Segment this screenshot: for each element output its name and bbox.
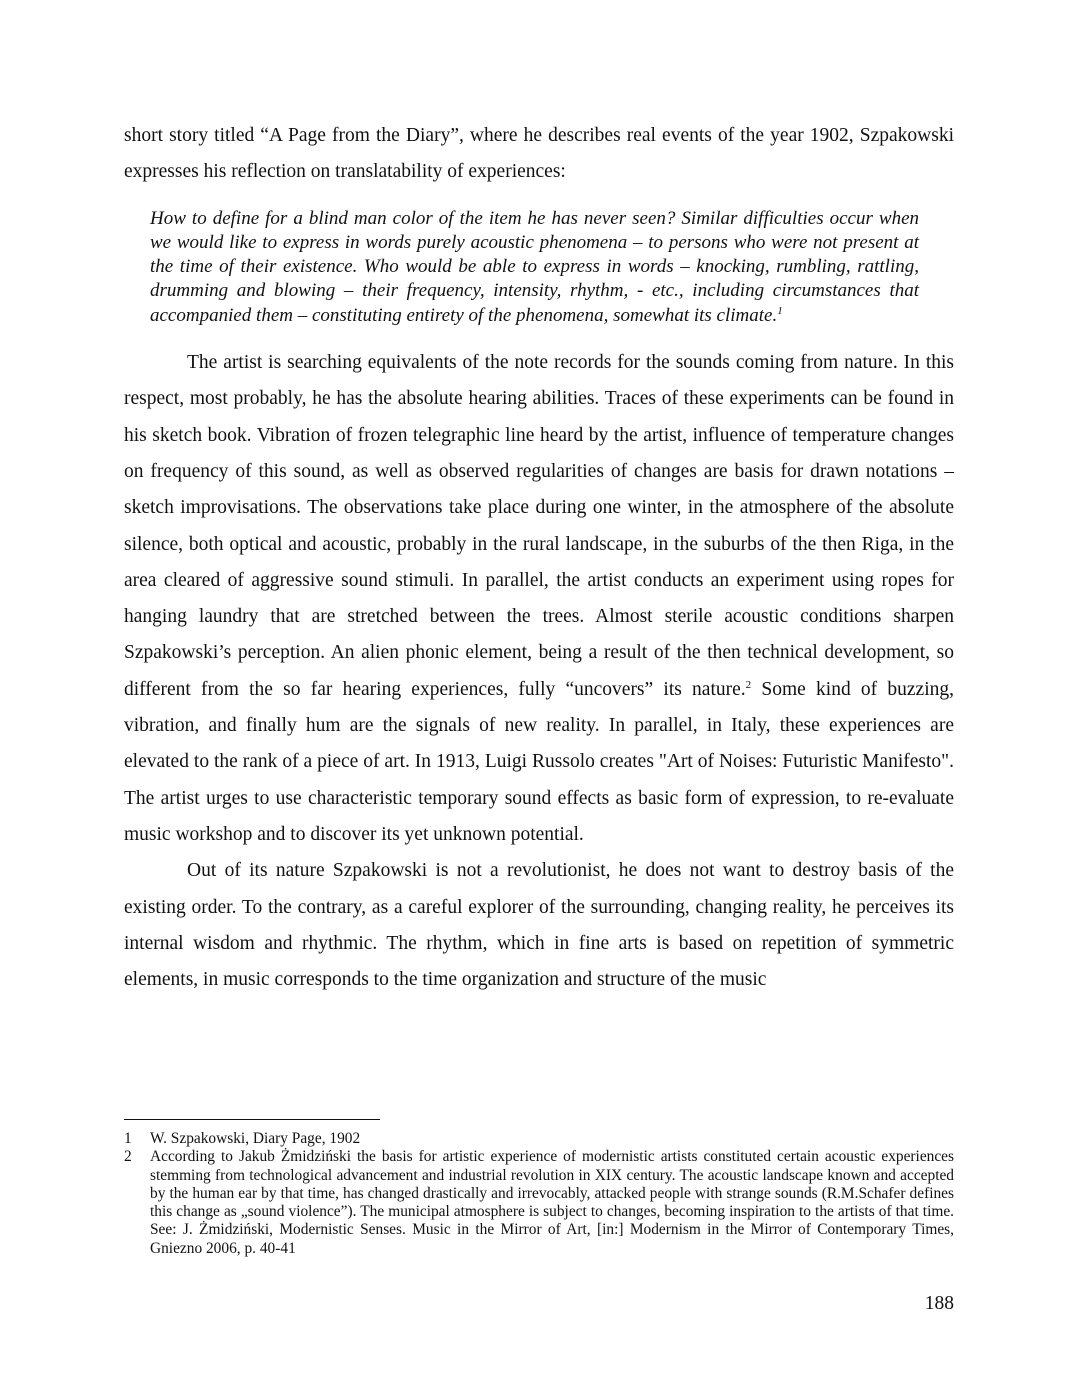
quote-text: How to define for a blind man color of the item he has never seen? Similar difficulties occur when we would like to express in words purely acoustic phenomena – to persons who were not present at the time of their existence. Who would be able to express in words – knocking, rumbling, rattling, drumming and blowing – their frequency, intensity, rhythm, - etc., including circumstances that accompanied them – constituting entirety of the phenomena, somewhat its climate. (150, 207, 919, 326)
block-quote (150, 207, 919, 328)
page-body (124, 118, 954, 998)
paragraph-artist-search (124, 345, 954, 853)
page-number: 188 (924, 1293, 954, 1314)
footnotes-section (124, 1119, 954, 1258)
footnote-ref-2: 2 (745, 678, 752, 691)
footnote-2 (124, 1148, 954, 1258)
footnote-number: 2 (124, 1148, 132, 1166)
footnote-ref-1: 1 (777, 304, 783, 317)
footnote-text: According to Jakub Żmidziński the basis for artistic experience of modernistic artists constituted certain acoustic experiences stemming from technological advancement and industrial revolution in XIX century. The acoustic landscape known and accepted by the human ear by that time, has changed drastically and irrevocably, attacked people with strange sounds (R.M.Schafer defines this change as „sound violence”). The municipal atmosphere is subject to changes, becoming inspiration to the artists of that time. See: J. Żmidziński, Modernistic Senses. Music in the Mirror of Art, [in:] Modernism in the Mirror of Contemporary Times, Gniezno 2006, p. 40-41 (150, 1148, 954, 1257)
paragraph-artist-search-part-2: Some kind of buzzing, vibration, and finally hum are the signals of new reality. In parallel, in Italy, these experiences are elevated to the rank of a piece of art. In 1913, Luigi Russolo creates "Art of Noises: Futuristic Manifesto". The artist urges to use characteristic temporary sound effects as basic form of expression, to re-evaluate music workshop and to discover its yet unknown potential. (124, 678, 954, 845)
footnote-text: W. Szpakowski, Diary Page, 1902 (150, 1130, 361, 1147)
footnote-number: 1 (124, 1130, 132, 1147)
footnote-1 (124, 1130, 954, 1148)
paragraph-intro: short story titled “A Page from the Diary”, where he describes real events of the year 1902, Szpakowski expresses his reflection on translatability of experiences: (124, 125, 954, 183)
paragraph-revolutionist: Out of its nature Szpakowski is not a revolutionist, he does not want to destroy basis of the existing order. To the contrary, as a careful explorer of the surrounding, changing reality, he perceives its internal wisdom and rhythmic. The rhythm, which in fine arts is based on repetition of symmetric elements, in music corresponds to the time organization and structure of the music (124, 860, 954, 991)
paragraph-artist-search-part-1: The artist is searching equivalents of the note records for the sounds coming from nature. In this respect, most probably, he has the absolute hearing abilities. Traces of these experiments can be found in his sketch book. Vibration of frozen telegraphic line heard by the artist, influence of temperature changes on frequency of this sound, as well as observed regularities of changes are basis for drawn notations – sketch improvisations. The observations take place during one winter, in the atmosphere of the absolute silence, both optical and acoustic, probably in the rural landscape, in the suburbs of the then Riga, in the area cleared of aggressive sound stimuli. In parallel, the artist conducts an experiment using ropes for hanging laundry that are stretched between the trees. Almost sterile acoustic conditions sharpen Szpakowski’s perception. An alien phonic element, being a result of the then technical development, so different from the so far hearing experiences, fully “uncovers” its nature. (124, 352, 954, 700)
footnote-divider (124, 1119, 380, 1120)
